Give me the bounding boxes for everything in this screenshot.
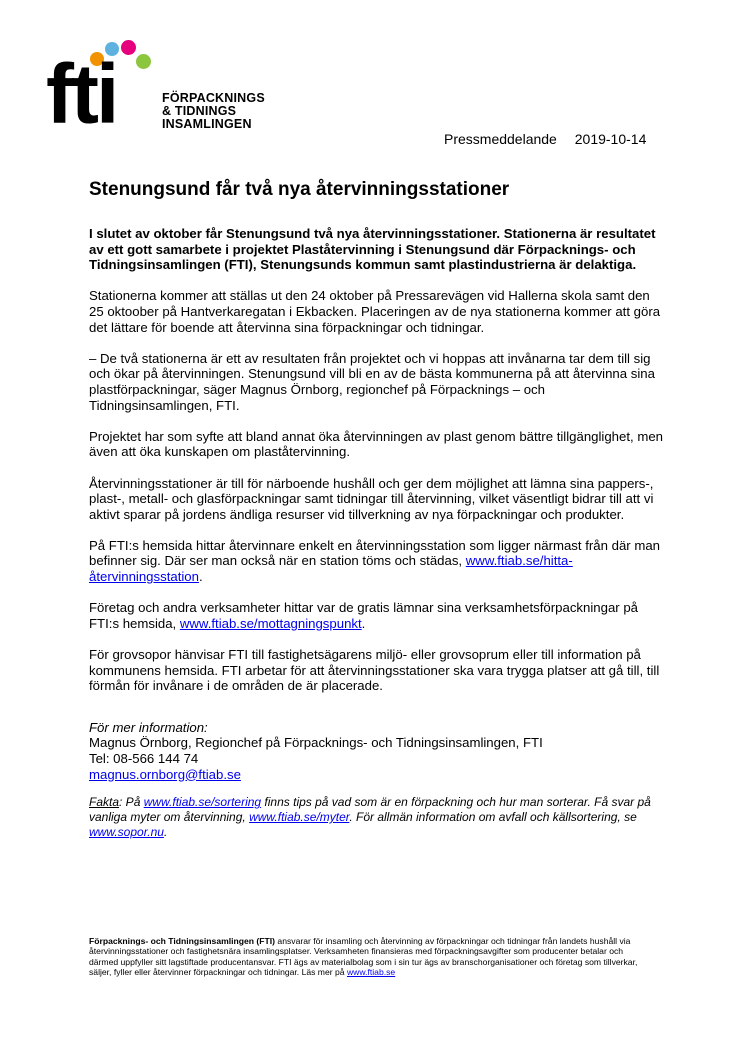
logo-dot-green [136,54,151,69]
paragraph-text: Företag och andra verksamheter hittar var de gratis lämnar sina verksamhetsförpackningar på FTI:s hemsida, [89,600,639,631]
fti-logo [46,40,286,140]
paragraph-end: . [198,569,203,585]
paragraph: Projektet har som syfte att bland annat öka återvinningen av plast genom bättre tillgänglighet, men även att öka kunskapen om plaståtervinning. [89,428,663,460]
document-date: 2019-10-14 [574,131,647,147]
paragraph: – De två stationerna är ett av resultaten från projektet och vi hoppas att invånarna tar dem till sig och ökar på återvinningen. Stenungsund vill bli en av de bästa kommunerna på att återvinna sina plastförpackningar, säger Magnus Örnborg, regionchef på Förpacknings – och Tidningsinsamlingen, FTI. [89,350,655,413]
fakta-label: Fakta [89,795,120,810]
contact-name: Magnus Örnborg, Regionchef på Förpacknings- och Tidningsinsamlingen, FTI [89,735,543,751]
footer-about [89,936,649,978]
logo-tagline-line: FÖRPACKNINGS [162,91,265,105]
lead-paragraph: I slutet av oktober får Stenungsund två nya återvinningsstationer. Stationerna är resultatet av ett gott samarbete i projektet Plaståtervinning i Stenungsund där Förpacknings- och Tidningsinsamlingen (FTI), Stenungsunds kommun samt plastindustrierna är delaktiga. [89,226,656,273]
mottagningspunkt-link[interactable]: www.ftiab.se/mottagningspunkt [179,615,362,631]
contact-heading: För mer information: [89,719,208,735]
footer-org: Förpacknings- och Tidningsinsamlingen (FTI) [89,936,276,946]
logo-tagline-line: & TIDNINGS [162,104,237,118]
sortering-link[interactable]: www.ftiab.se/sortering [143,795,262,810]
paragraph-mottagning-link [89,600,664,631]
paragraph-station-link [89,538,664,585]
contact-phone: Tel: 08-566 144 74 [89,751,199,766]
article-body [89,226,664,840]
fakta-block [89,795,664,839]
myter-link[interactable]: www.ftiab.se/myter [249,809,350,824]
footer-ftiab-link[interactable]: www.ftiab.se [346,967,396,978]
page-title: Stenungsund får två nya återvinningsstationer [89,179,510,200]
paragraph: Återvinningsstationer är till för närboende hushåll och ger dem möjlighet att lämna sina pappers-, plast-, metall- och glasförpackningar samt tidningar till återvinning, vilket väsentligt bidrar till att vi aktivt sparar på jordens ändliga resurser vid tillverkning av nya förpackningar och produkter. [89,475,654,522]
fakta-text: . För allmän information om avfall och källsortering, se [349,809,637,824]
paragraph: För grovsopor hänvisar FTI till fastighetsägarens miljö- eller grovsoprum eller till information på kommunens hemsida. FTI arbetar för att återvinningsstationer ska vara trygga platser att gå till, till förmån för invånare i de områden de är placerade. [89,647,660,694]
contact-email-link[interactable]: magnus.ornborg@ftiab.se [89,766,241,782]
fakta-text: . [163,824,168,839]
paragraph: Stationerna kommer att ställas ut den 24 oktober på Pressarevägen vid Hallerna skola samt den 25 oktoober på Hantverkaregatan i Ekbacken. Placeringen av de nya stationerna kommer att göra det lättare för boende att återvinna sina förpackningar och tidningar. [89,288,661,335]
hitta-station-link[interactable]: www.ftiab.se/hitta-återvinningsstation [89,553,573,585]
logo-tagline-line: INSAMLINGEN [162,117,252,131]
contact-block [89,720,664,782]
logo-dot-magenta [121,40,136,55]
fakta-text: finns tips på vad som är en förpackning och hur man sorterar. Få svar på vanliga myter om återvinning, [89,795,651,824]
logo-letters: fti [46,47,117,141]
document-type: Pressmeddelande [444,131,557,147]
paragraph-end: . [361,615,366,631]
press-header [444,131,646,147]
paragraph-text: På FTI:s hemsida hittar återvinnare enkelt en återvinningsstation som ligger närmast från där man befinner sig. Där ser man också när en station töms och städas, [89,537,660,569]
sopor-link[interactable]: www.sopor.nu [89,824,164,839]
logo-tagline [162,92,265,131]
fakta-text: : På [119,795,144,810]
footer-text: ansvarar för insamling och återvinning av förpackningar och tidningar från landets hushåll via återvinningsstationer och fastighetsnära insamlingsplatser. Verksamheten finansieras med förpackningsavgifter som producenter betalar och därmed uppfyller sitt lagstiftade producentansvar. FTI ägs av materialbolag som i sin tur ägs av branschorganisationer och företag som tillverkar, säljer, fyller eller återvinner förpackningar och tidningar. Läs mer på [89,936,638,978]
